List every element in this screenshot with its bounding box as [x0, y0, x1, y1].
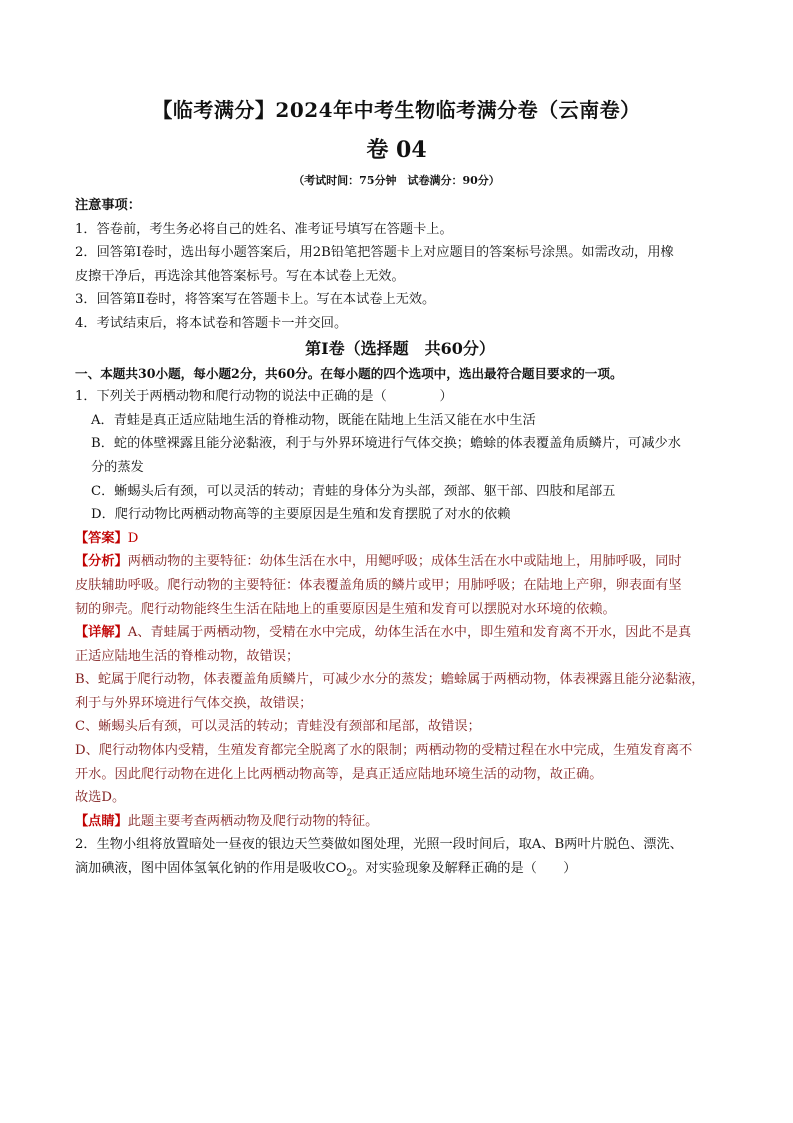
detail-text: D、爬行动物体内受精，生殖发育都完全脱离了水的限制；两栖动物的受精过程在水中完成，生殖发育离不 [75, 743, 693, 759]
detail-text: 故选D。 [75, 790, 126, 806]
notice-item: 皮擦干净后，再选涂其他答案标号。写在本试卷上无效。 [75, 268, 405, 284]
detail-text: 利于与外界环境进行气体交换，故错误； [75, 695, 313, 711]
document-body [75, 194, 725, 886]
paper-title: 【临考满分】2024年中考生物临考满分卷（云南卷） [152, 98, 641, 122]
stem-text: 。对实验现象及解释正确的是（ ） [352, 861, 577, 877]
analysis-text: 皮肤辅助呼吸。爬行动物的主要特征：体表覆盖角质的鳞片或甲；用肺呼吸；在陆地上产卵，卵表面有坚 [75, 577, 682, 593]
exam-info: （考试时间：75分钟 试卷满分：90分） [293, 174, 500, 187]
detail-text: A、青蛙属于两栖动物，受精在水中完成，幼体生活在水中，即生殖和发育离不开水，因此不是真 [127, 625, 692, 641]
question-stem: 2．生物小组将放置暗处一昼夜的银边天竺葵做如图处理，光照一段时间后，取A、B两叶片脱色、漂洗、 [75, 837, 683, 853]
option-b: B．蛇的体壁裸露且能分泌黏液，利于与外界环境进行气体交换；蟾蜍的体表覆盖角质鳞片，可减少水 [91, 436, 681, 452]
option-d: D．爬行动物比两栖动物高等的主要原因是生殖和发育摆脱了对水的依赖 [91, 507, 511, 523]
analysis-label: 【分析】 [75, 554, 128, 570]
section-title: 第Ⅰ卷（选择题 共60分） [305, 338, 495, 358]
analysis-line [75, 550, 725, 574]
tip-label: 【点睛】 [75, 813, 128, 829]
option-a: A．青蛙是真正适应陆地生活的脊椎动物，既能在陆地上生活又能在水中生活 [91, 412, 536, 428]
detail-text: 正适应陆地生活的脊椎动物，故错误； [75, 648, 300, 664]
option-b-cont: 分的蒸发 [91, 459, 144, 475]
section-instruction: 一、本题共30小题，每小题2分，共60分。在每小题的四个选项中，选出最符合题目要求的一项。 [75, 365, 623, 381]
analysis-text: 韧的卵壳。爬行动物能终生生活在陆地上的重要原因是生殖和发育可以摆脱对水环境的依赖。 [75, 601, 616, 617]
analysis-text: 两栖动物的主要特征：幼体生活在水中，用鳃呼吸；成体生活在水中或陆地上，用肺呼吸，同时 [127, 554, 682, 570]
notice-item: 2．回答第Ⅰ卷时，选出每小题答案后，用2B铅笔把答题卡上对应题目的答案标号涂黑。如需改动，用橡 [75, 245, 674, 261]
detail-text: C、蜥蜴头后有颈，可以灵活的转动；青蛙没有颈部和尾部，故错误； [75, 719, 481, 735]
answer-value: D [127, 530, 139, 546]
notice-item: 1．答卷前，考生务必将自己的姓名、准考证号填写在答题卡上。 [75, 221, 453, 237]
paper-subtitle: 卷 04 [366, 137, 427, 163]
detail-text: B、蛇属于爬行动物，体表覆盖角质鳞片，可减少水分的蒸发；蟾蜍属于两栖动物，体表裸露且能分泌黏液， [75, 672, 705, 688]
detail-line [75, 621, 725, 645]
notice-heading: 注意事项： [75, 198, 141, 213]
question-stem-cont [75, 857, 725, 886]
subscript: 2 [346, 868, 353, 879]
stem-text: 滴加碘液，图中固体氢氧化钠的作用是吸收CO [75, 861, 347, 877]
tip-line [75, 810, 725, 834]
detail-label: 【详解】 [75, 625, 128, 641]
notice-item: 3．回答第Ⅱ卷时，将答案写在答题卡上。写在本试卷上无效。 [75, 292, 436, 308]
option-c: C．蜥蜴头后有颈，可以灵活的转动；青蛙的身体分为头部，颈部、躯干部、四肢和尾部五 [91, 483, 616, 499]
answer-label: 【答案】 [75, 530, 128, 546]
tip-text: 此题主要考查两栖动物及爬行动物的特征。 [127, 813, 379, 829]
detail-text: 开水。因此爬行动物在进化上比两栖动物高等，是真正适应陆地环境生活的动物，故正确。 [75, 766, 603, 782]
answer-line [75, 527, 725, 551]
notice-item: 4．考试结束后，将本试卷和答题卡一并交回。 [75, 315, 348, 331]
question-stem: 1．下列关于两栖动物和爬行动物的说法中正确的是（ ） [75, 389, 453, 405]
